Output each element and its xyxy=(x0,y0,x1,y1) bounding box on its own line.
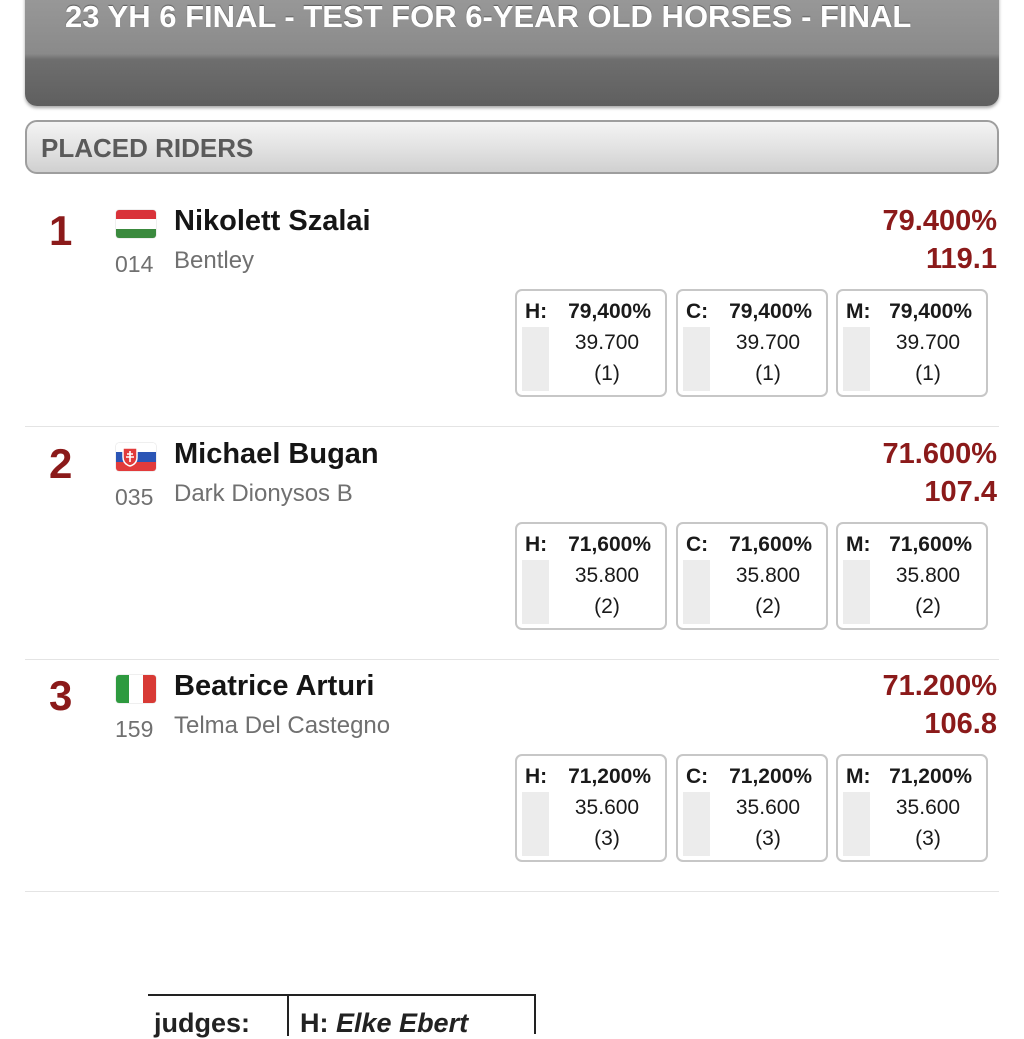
judge-score: 39.700 xyxy=(574,331,640,354)
rider-name: Michael Bugan xyxy=(174,438,379,470)
judge-box-m xyxy=(836,289,988,397)
judge-rank: (3) xyxy=(755,827,781,850)
judge-box-c xyxy=(676,522,828,630)
rider-bib: 014 xyxy=(115,251,154,277)
judge-h-prefix: H: xyxy=(300,1008,329,1038)
hungary-flag-icon xyxy=(116,210,156,238)
judge-box-h xyxy=(515,289,667,397)
rider-rank: 2 xyxy=(49,440,73,487)
judge-position: C: xyxy=(686,765,709,788)
judge-percent: 79,400% xyxy=(729,300,812,323)
judge-rank: (3) xyxy=(594,827,620,850)
judge-rank: (1) xyxy=(915,362,941,385)
judge-box-c xyxy=(676,754,828,862)
rider-rank: 3 xyxy=(49,672,73,719)
rider-name: Nikolett Szalai xyxy=(174,205,371,237)
judge-score: 39.700 xyxy=(735,331,801,354)
judge-score: 35.600 xyxy=(574,796,640,819)
judge-h-name: Elke Ebert xyxy=(336,1008,469,1038)
judge-score: 35.600 xyxy=(735,796,801,819)
total-points: 107.4 xyxy=(924,476,997,508)
judge-position: C: xyxy=(686,300,709,323)
horse-name: Bentley xyxy=(174,247,255,274)
judge-score: 35.800 xyxy=(895,564,961,587)
judge-score: 35.800 xyxy=(735,564,801,587)
page-title: 23 YH 6 FINAL - TEST FOR 6-YEAR OLD HORSES - FINAL xyxy=(65,0,912,34)
total-points: 106.8 xyxy=(924,708,997,740)
judge-percent: 71,600% xyxy=(889,533,972,556)
judge-position: M: xyxy=(846,533,871,556)
total-points: 119.1 xyxy=(926,243,997,275)
rider-row[interactable] xyxy=(25,195,999,427)
rider-row[interactable] xyxy=(25,428,999,660)
judge-rank: (1) xyxy=(755,362,781,385)
section-title: PLACED RIDERS xyxy=(41,133,254,163)
italy-flag-icon xyxy=(116,675,156,703)
total-percent: 79.400% xyxy=(882,205,997,237)
judge-box-h xyxy=(515,522,667,630)
judge-position: H: xyxy=(525,765,548,788)
rider-bib: 159 xyxy=(115,716,154,742)
judge-position: H: xyxy=(525,533,548,556)
judge-rank: (1) xyxy=(594,362,620,385)
judge-box-m xyxy=(836,522,988,630)
rider-rank: 1 xyxy=(49,207,73,254)
judge-rank: (2) xyxy=(755,595,781,618)
title-bar xyxy=(25,0,999,106)
judge-score: 35.600 xyxy=(895,796,961,819)
judge-position: H: xyxy=(525,300,548,323)
judge-percent: 79,400% xyxy=(889,300,972,323)
total-percent: 71.200% xyxy=(882,670,997,702)
judge-percent: 79,400% xyxy=(568,300,651,323)
judge-percent: 71,200% xyxy=(729,765,812,788)
judge-percent: 71,200% xyxy=(889,765,972,788)
judge-box-c xyxy=(676,289,828,397)
horse-name: Dark Dionysos B xyxy=(174,480,353,507)
judge-rank: (2) xyxy=(594,595,620,618)
judge-score: 39.700 xyxy=(895,331,961,354)
rider-row[interactable] xyxy=(25,660,999,892)
judges-label: judges: xyxy=(154,1008,251,1038)
judge-score: 35.800 xyxy=(574,564,640,587)
horse-name: Telma Del Castegno xyxy=(174,712,391,739)
judge-percent: 71,600% xyxy=(729,533,812,556)
judge-position: M: xyxy=(846,765,871,788)
judge-position: M: xyxy=(846,300,871,323)
judge-box-h xyxy=(515,754,667,862)
rider-bib: 035 xyxy=(115,484,154,510)
judge-rank: (2) xyxy=(915,595,941,618)
judge-box-m xyxy=(836,754,988,862)
rider-name: Beatrice Arturi xyxy=(174,670,375,702)
section-header[interactable] xyxy=(25,120,999,174)
judge-position: C: xyxy=(686,533,709,556)
judge-rank: (3) xyxy=(915,827,941,850)
slovakia-flag-icon xyxy=(116,443,156,471)
total-percent: 71.600% xyxy=(882,438,997,470)
judges-table xyxy=(148,994,536,1038)
judge-percent: 71,200% xyxy=(568,765,651,788)
judge-percent: 71,600% xyxy=(568,533,651,556)
